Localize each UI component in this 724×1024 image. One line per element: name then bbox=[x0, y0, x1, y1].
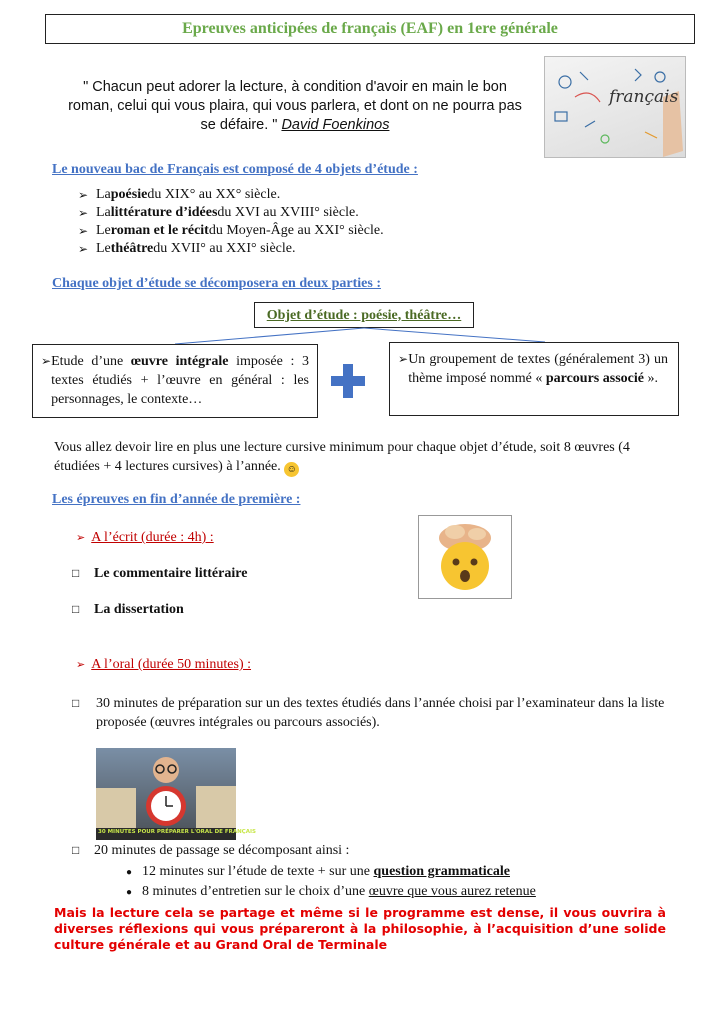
exploding-head-icon bbox=[418, 515, 512, 599]
right-box bbox=[389, 342, 679, 416]
left-box bbox=[32, 344, 318, 418]
photo-caption: 30 MINUTES POUR PRÉPARER L'ORAL DE FRANÇAIS bbox=[98, 829, 256, 835]
arrow-bullet-icon: ➢ bbox=[78, 188, 89, 202]
arrow-bullet-icon: ➢ bbox=[41, 354, 52, 368]
checkbox-square-icon: □ bbox=[72, 602, 80, 616]
study-object-item: ➢ La poésie du XIX° au XX° siècle. bbox=[78, 187, 281, 202]
ecrit-item-1: □ Le commentaire littéraire bbox=[72, 566, 248, 581]
header-image-label: français bbox=[609, 87, 679, 107]
checkbox-square-icon: □ bbox=[72, 566, 80, 580]
arrow-bullet-icon: ➢ bbox=[76, 659, 86, 671]
study-object-item: ➢ Le théâtre du XVII° au XXI° siècle. bbox=[78, 241, 296, 256]
arrow-bullet-icon: ➢ bbox=[78, 224, 89, 238]
arrow-bullet-icon: ➢ bbox=[398, 352, 409, 366]
study-object-item: ➢ Le roman et le récit du Moyen-Âge au XXI° siècle. bbox=[78, 223, 384, 238]
plus-icon bbox=[331, 364, 365, 398]
oral-item-1-text: 30 minutes de préparation sur un des textes étudiés dans l’année choisi par l’examinateur dans la liste proposée (œuvres intégrales ou parcours associés). bbox=[96, 696, 665, 730]
page-title: Epreuves anticipées de français (EAF) en 1ere générale bbox=[182, 20, 558, 37]
quote-text: " Chacun peut adorer la lecture, à condition d'avoir en main le bon roman, celui qui vous plaira, qui vous parlera, et dont on ne pourra pas se défaire. " bbox=[68, 79, 522, 133]
arrow-bullet-icon: ➢ bbox=[78, 242, 89, 256]
sub-item-2: ● 8 minutes d’entretien sur le choix d’une œuvre que vous aurez retenue bbox=[126, 884, 536, 899]
connector-lines bbox=[0, 0, 724, 360]
oral-item-2: □ 20 minutes de passage se décomposant ainsi : bbox=[72, 843, 350, 858]
ecrit-label: ➢ A l’écrit (durée : 4h) : bbox=[76, 530, 214, 545]
right-box-text: Un groupement de textes (généralement 3) un thème imposé nommé « parcours associé ». bbox=[408, 352, 668, 386]
reading-paragraph-text: Vous allez devoir lire en plus une lecture cursive minimum pour chaque objet d’étude, soit 8 œuvres (4 étudiées + 4 lectures cursives) à l’année. bbox=[54, 440, 630, 474]
smiley-icon: ☺ bbox=[284, 462, 299, 477]
ecrit-item-2: □ La dissertation bbox=[72, 602, 184, 617]
checkbox-square-icon: □ bbox=[72, 696, 80, 710]
section2-heading: Chaque objet d’étude se décomposera en deux parties : bbox=[52, 276, 381, 291]
quote-author: David Foenkinos bbox=[281, 117, 390, 133]
left-box-text: Etude d’une œuvre intégrale imposée : 3 textes étudiés + l’œuvre en général : les personnages, le contexte… bbox=[51, 354, 309, 407]
conclusion-text: Mais la lecture cela se partage et même si le programme est dense, il vous ouvrira à diverses réflexions qui vous prépareront à la philosophie, à l’acquisition d’une solide culture générale et au Grand Oral de Terminale bbox=[54, 905, 666, 952]
arrow-bullet-icon: ➢ bbox=[76, 532, 86, 544]
arrow-bullet-icon: ➢ bbox=[78, 206, 89, 220]
sub-item-1: ● 12 minutes sur l’étude de texte + sur une question grammaticale bbox=[126, 864, 510, 879]
sub-list bbox=[126, 862, 536, 902]
study-object-item: ➢ La littérature d’idées du XVI au XVIII° siècle. bbox=[78, 205, 359, 220]
object-label: Objet d’étude : poésie, théâtre… bbox=[266, 307, 462, 323]
section3-heading: Les épreuves en fin d’année de première : bbox=[52, 492, 301, 507]
oral-preparation-photo bbox=[96, 748, 256, 840]
oral-label: ➢ A l’oral (durée 50 minutes) : bbox=[76, 657, 252, 672]
section1-heading: Le nouveau bac de Français est composé de 4 objets d’étude : bbox=[52, 162, 418, 177]
checkbox-square-icon: □ bbox=[72, 843, 80, 857]
reading-paragraph bbox=[54, 438, 674, 477]
oral-item-1 bbox=[72, 694, 672, 732]
